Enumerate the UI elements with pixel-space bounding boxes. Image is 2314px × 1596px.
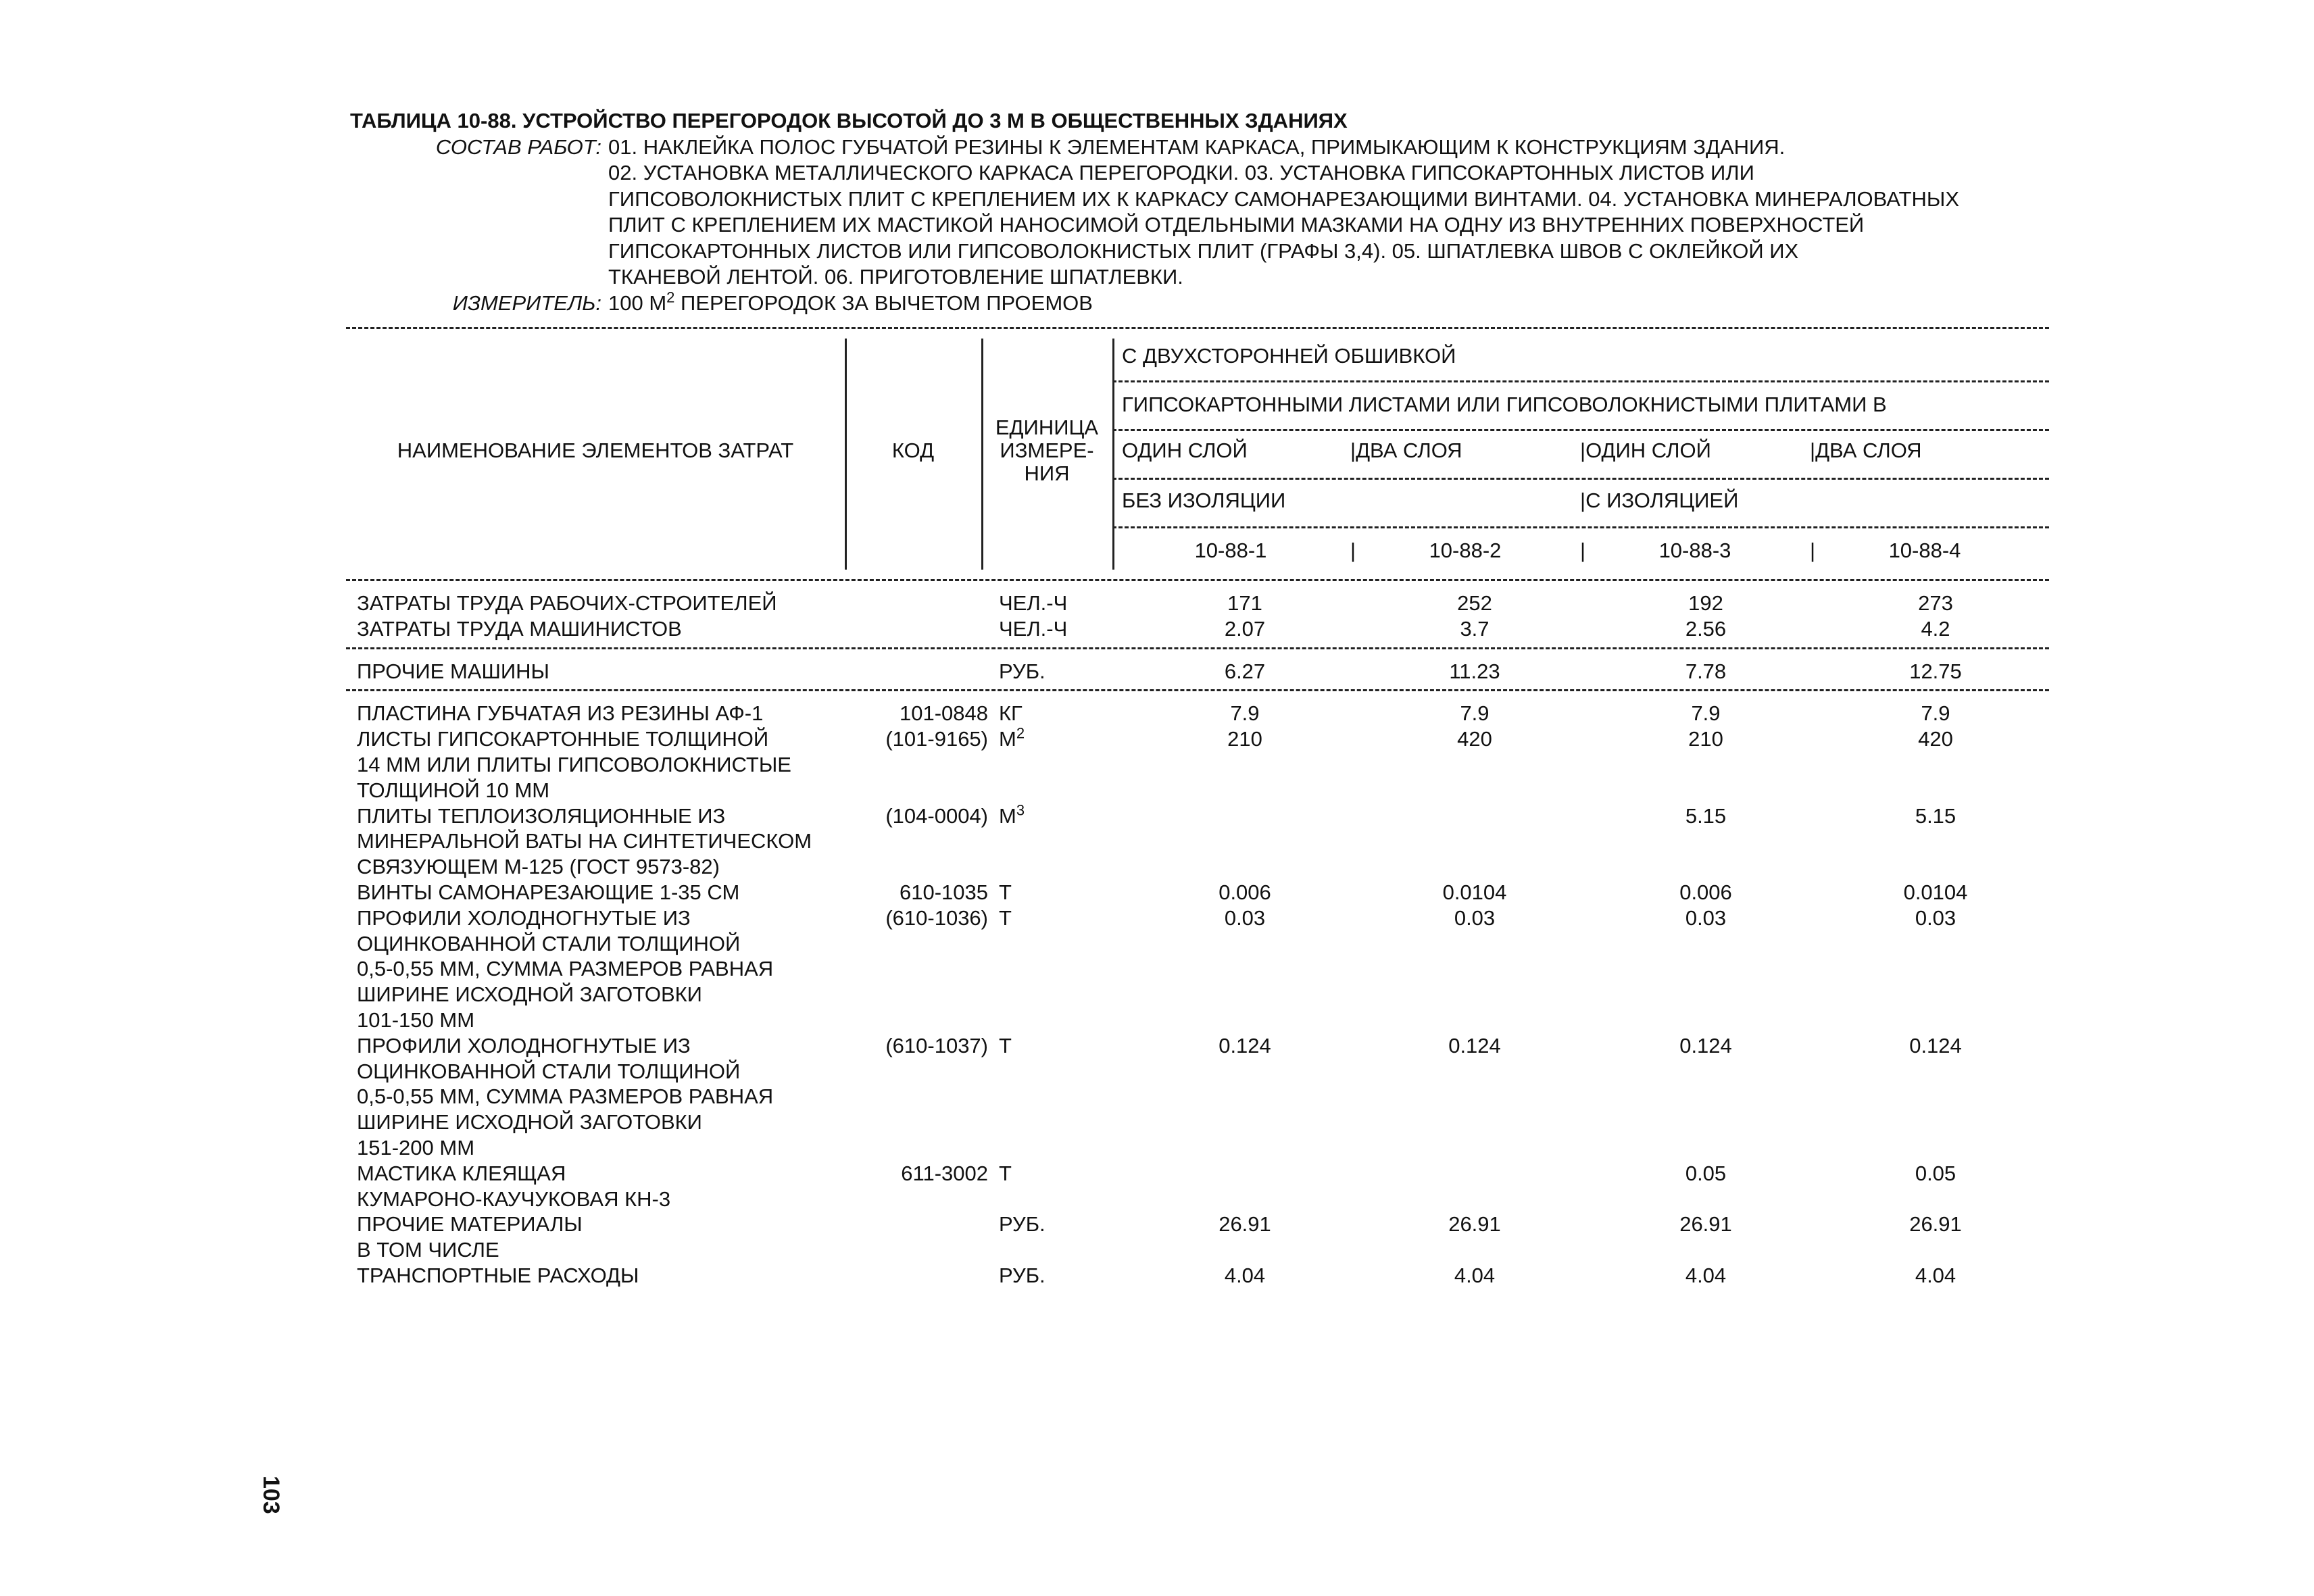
row-value-2: 0.0104 xyxy=(1442,880,1507,904)
row-value-3: 5.15 xyxy=(1685,803,1727,828)
column-divider xyxy=(1112,339,1114,570)
row-name: ТРАНСПОРТНЫЕ РАСХОДЫ xyxy=(357,1263,639,1287)
row-unit: ЧЕЛ.-Ч xyxy=(999,616,1068,641)
row-name: КУМАРОНО-КАУЧУКОВАЯ КН-3 xyxy=(357,1187,671,1211)
row-value-1: 6.27 xyxy=(1224,659,1266,683)
table-row xyxy=(346,854,2049,880)
header-name-column: НАИМЕНОВАНИЕ ЭЛЕМЕНТОВ ЗАТРАТ xyxy=(397,439,794,462)
row-unit: РУБ. xyxy=(999,659,1045,683)
table-row xyxy=(346,778,2049,803)
row-value-2: 420 xyxy=(1457,727,1492,751)
row-name: СВЯЗУЮЩЕМ М-125 (ГОСТ 9573-82) xyxy=(357,855,720,879)
table-row xyxy=(346,1007,2049,1033)
labor-section xyxy=(346,581,2049,647)
header-code-column: КОД xyxy=(891,439,935,462)
header-sheets: ГИПСОКАРТОННЫМИ ЛИСТАМИ ИЛИ ГИПСОВОЛОКНИСТЫМИ ПЛИТАМИ В xyxy=(1122,393,1887,416)
row-value-1: 0.03 xyxy=(1224,905,1266,930)
meter-line xyxy=(350,291,2080,317)
row-value-3: 0.006 xyxy=(1679,880,1732,904)
table-header-block xyxy=(350,108,2080,316)
table-row xyxy=(346,956,2049,982)
row-name: ЗАТРАТЫ ТРУДА МАШИНИСТОВ xyxy=(357,616,682,641)
header-code-10-88-4: 10-88-4 xyxy=(1888,539,1961,562)
row-code: 101-0848 xyxy=(899,701,988,726)
row-value-1: 0.124 xyxy=(1218,1033,1271,1057)
row-value-3: 7.9 xyxy=(1691,701,1721,726)
row-value-3: 210 xyxy=(1688,727,1723,751)
row-name: ШИРИНЕ ИСХОДНОЙ ЗАГОТОВКИ xyxy=(357,1110,702,1134)
row-code: (610-1036) xyxy=(885,905,988,930)
works-line-6: ТКАНЕВОЙ ЛЕНТОЙ. 06. ПРИГОТОВЛЕНИЕ ШПАТЛЕВКИ. xyxy=(608,265,1183,289)
row-value-1: 2.07 xyxy=(1224,616,1266,641)
row-value-3: 26.91 xyxy=(1679,1212,1732,1237)
header-no-insulation: БЕЗ ИЗОЛЯЦИИ xyxy=(1122,489,1286,512)
row-value-1: 7.9 xyxy=(1230,701,1260,726)
table-row xyxy=(346,701,2049,726)
row-value-2: 4.04 xyxy=(1454,1263,1496,1287)
row-unit: КГ xyxy=(999,701,1023,726)
page-number: 103 xyxy=(258,1476,284,1514)
works-line-1: СОСТАВ РАБОТ: 01. НАКЛЕЙКА ПОЛОС ГУБЧАТОЙ РЕЗИНЫ К ЭЛЕМЕНТАМ КАРКАСА, ПРИМЫКАЮЩИМ К КОНСТРУКЦИЯМ ЗДАНИЯ. xyxy=(350,134,2080,161)
table-row xyxy=(346,616,2049,642)
row-unit: Т xyxy=(999,1161,1012,1185)
row-unit: ЧЕЛ.-Ч xyxy=(999,591,1068,615)
row-value-2: 26.91 xyxy=(1448,1212,1501,1237)
row-value-4: 26.91 xyxy=(1909,1212,1962,1237)
row-value-4: 273 xyxy=(1918,591,1953,615)
row-name: 14 ММ ИЛИ ПЛИТЫ ГИПСОВОЛОКНИСТЫЕ xyxy=(357,752,791,776)
table-row xyxy=(346,1263,2049,1289)
cost-table xyxy=(346,327,2049,1294)
table-row xyxy=(346,931,2049,957)
table-row xyxy=(346,1135,2049,1161)
row-name: ШИРИНЕ ИСХОДНОЙ ЗАГОТОВКИ xyxy=(357,982,702,1007)
header-separator: | xyxy=(1350,539,1356,562)
row-value-2: 11.23 xyxy=(1449,659,1500,683)
row-name: В ТОМ ЧИСЛЕ xyxy=(357,1238,499,1262)
header-code-10-88-2: 10-88-2 xyxy=(1429,539,1502,562)
header-layer-1: ОДИН СЛОЙ xyxy=(1122,439,1248,462)
row-value-1: 0.006 xyxy=(1218,880,1271,904)
header-layer-4: |ДВА СЛОЯ xyxy=(1810,439,1922,462)
row-value-4: 0.03 xyxy=(1915,905,1956,930)
header-layer-3: |ОДИН СЛОЙ xyxy=(1580,439,1711,462)
row-value-4: 4.2 xyxy=(1921,616,1950,641)
header-separator: | xyxy=(1580,539,1586,562)
row-unit: Т xyxy=(999,1033,1012,1057)
row-code: 610-1035 xyxy=(899,880,988,904)
table-row xyxy=(346,982,2049,1007)
row-code: (610-1037) xyxy=(885,1033,988,1057)
table-row xyxy=(346,1033,2049,1059)
row-name: ОЦИНКОВАННОЙ СТАЛИ ТОЛЩИНОЙ xyxy=(357,931,741,955)
table-row xyxy=(346,803,2049,829)
row-unit: Т xyxy=(999,880,1012,904)
machines-section xyxy=(346,649,2049,690)
row-value-4: 0.124 xyxy=(1909,1033,1962,1057)
header-code-10-88-1: 10-88-1 xyxy=(1194,539,1267,562)
row-unit: $М^2$ xyxy=(999,724,1025,751)
header-code-10-88-3: 10-88-3 xyxy=(1658,539,1731,562)
table-row xyxy=(346,752,2049,778)
row-value-4: 420 xyxy=(1918,727,1953,751)
row-value-1: 4.04 xyxy=(1224,1263,1266,1287)
works-line-4: ПЛИТ С КРЕПЛЕНИЕМ ИХ МАСТИКОЙ НАНОСИМОЙ ОТДЕЛЬНЫМИ МАЗКАМИ НА ОДНУ ИЗ ВНУТРЕННИХ ПОВЕРХНОСТЕЙ xyxy=(608,213,1865,236)
row-unit: РУБ. xyxy=(999,1263,1045,1287)
table-row xyxy=(346,1059,2049,1084)
row-value-4: 7.9 xyxy=(1921,701,1950,726)
table-row xyxy=(346,1084,2049,1109)
row-value-1: 171 xyxy=(1227,591,1262,615)
row-name: ПРОЧИЕ МАШИНЫ xyxy=(357,659,549,683)
row-value-3: 0.03 xyxy=(1685,905,1727,930)
table-row xyxy=(346,905,2049,931)
row-value-3: 4.04 xyxy=(1685,1263,1727,1287)
row-value-2: 0.03 xyxy=(1454,905,1496,930)
works-line-2: 02. УСТАНОВКА МЕТАЛЛИЧЕСКОГО КАРКАСА ПЕРЕГОРОДКИ. 03. УСТАНОВКА ГИПСОКАРТОННЫХ ЛИСТОВ ИЛИ xyxy=(608,161,1754,184)
row-value-1: 210 xyxy=(1227,727,1262,751)
header-separator: | xyxy=(1810,539,1816,562)
row-value-3: 7.78 xyxy=(1685,659,1727,683)
header-rule xyxy=(1112,478,2049,480)
row-value-4: 4.04 xyxy=(1915,1263,1956,1287)
row-unit: Т xyxy=(999,905,1012,930)
header-rule xyxy=(1112,526,2049,528)
row-name: ОЦИНКОВАННОЙ СТАЛИ ТОЛЩИНОЙ xyxy=(357,1059,741,1083)
works-line-5: ГИПСОКАРТОННЫХ ЛИСТОВ ИЛИ ГИПСОВОЛОКНИСТЫХ ПЛИТ (ГРАФЫ 3,4). 05. ШПАТЛЕВКА ШВОВ С ОКЛЕЙКОЙ ИХ xyxy=(608,239,1799,263)
row-name: ВИНТЫ САМОНАРЕЗАЮЩИЕ 1-35 СМ xyxy=(357,880,740,904)
row-name: 0,5-0,55 ММ, СУММА РАЗМЕРОВ РАВНАЯ xyxy=(357,1084,774,1109)
meter-value: 100 $М^2$ ПЕРЕГОРОДОК ЗА ВЫЧЕТОМ ПРОЕМОВ xyxy=(608,289,1093,315)
table-column-header xyxy=(346,329,2049,579)
row-name: МИНЕРАЛЬНОЙ ВАТЫ НА СИНТЕТИЧЕСКОМ xyxy=(357,829,812,853)
table-row xyxy=(346,1212,2049,1237)
row-value-4: 12.75 xyxy=(1909,659,1962,683)
row-value-4: 5.15 xyxy=(1915,803,1956,828)
row-value-3: 0.05 xyxy=(1685,1161,1727,1185)
row-name: 0,5-0,55 ММ, СУММА РАЗМЕРОВ РАВНАЯ xyxy=(357,957,774,981)
table-row xyxy=(346,726,2049,752)
header-rule xyxy=(1112,380,2049,382)
row-code: 611-3002 xyxy=(901,1161,988,1185)
row-value-2: 0.124 xyxy=(1448,1033,1501,1057)
row-name: 151-200 ММ xyxy=(357,1135,475,1159)
header-rule xyxy=(1112,429,2049,431)
row-unit: РУБ. xyxy=(999,1212,1045,1237)
row-name: ПРОФИЛИ ХОЛОДНОГНУТЫЕ ИЗ xyxy=(357,1033,691,1057)
table-row xyxy=(346,1237,2049,1263)
row-name: ПРОФИЛИ ХОЛОДНОГНУТЫЕ ИЗ xyxy=(357,905,691,930)
header-unit-line-2: ИЗМЕРЕ- xyxy=(1000,439,1094,462)
row-value-4: 0.05 xyxy=(1915,1161,1956,1185)
table-row xyxy=(346,1109,2049,1135)
row-unit: $М^3$ xyxy=(999,801,1025,828)
table-row xyxy=(346,1161,2049,1187)
row-name: ЗАТРАТЫ ТРУДА РАБОЧИХ-СТРОИТЕЛЕЙ xyxy=(357,591,777,615)
works-label: СОСТАВ РАБОТ: xyxy=(435,134,601,159)
header-unit-line-3: НИЯ xyxy=(1024,462,1070,485)
row-name: МАСТИКА КЛЕЯЩАЯ xyxy=(357,1161,566,1185)
row-value-2: 3.7 xyxy=(1460,616,1490,641)
header-layer-2: |ДВА СЛОЯ xyxy=(1350,439,1462,462)
meter-label: ИЗМЕРИТЕЛЬ: xyxy=(452,291,601,315)
header-two-sided: С ДВУХСТОРОННЕЙ ОБШИВКОЙ xyxy=(1122,344,1456,368)
row-code: (101-9165) xyxy=(885,727,988,751)
row-value-4: 0.0104 xyxy=(1903,880,1968,904)
materials-section xyxy=(346,691,2049,1293)
row-name: ТОЛЩИНОЙ 10 ММ xyxy=(357,778,550,802)
table-row xyxy=(346,828,2049,854)
row-value-3: 192 xyxy=(1688,591,1723,615)
row-value-2: 7.9 xyxy=(1460,701,1490,726)
table-row xyxy=(346,880,2049,905)
row-name: ЛИСТЫ ГИПСОКАРТОННЫЕ ТОЛЩИНОЙ xyxy=(357,727,769,751)
row-value-1: 26.91 xyxy=(1218,1212,1271,1237)
row-value-3: 0.124 xyxy=(1679,1033,1732,1057)
row-code: (104-0004) xyxy=(885,803,988,828)
works-line-3: ГИПСОВОЛОКНИСТЫХ ПЛИТ С КРЕПЛЕНИЕМ ИХ К КАРКАСУ САМОНАРЕЗАЮЩИМИ ВИНТАМИ. 04. УСТАНОВКА МИНЕРАЛОВАТНЫХ xyxy=(608,186,1960,211)
table-row xyxy=(346,591,2049,616)
row-name: 101-150 ММ xyxy=(357,1007,475,1032)
table-title: ТАБЛИЦА 10-88. УСТРОЙСТВО ПЕРЕГОРОДОК ВЫСОТОЙ ДО 3 М В ОБЩЕСТВЕННЫХ ЗДАНИЯХ xyxy=(350,109,1348,132)
row-name: ПРОЧИЕ МАТЕРИАЛЫ xyxy=(357,1212,583,1237)
table-row xyxy=(346,659,2049,684)
row-value-3: 2.56 xyxy=(1685,616,1727,641)
row-value-2: 252 xyxy=(1457,591,1492,615)
header-with-insulation: |С ИЗОЛЯЦИЕЙ xyxy=(1580,489,1739,512)
header-unit-line-1: ЕДИНИЦА xyxy=(995,416,1099,439)
row-name: ПЛАСТИНА ГУБЧАТАЯ ИЗ РЕЗИНЫ АФ-1 xyxy=(357,701,764,726)
table-row xyxy=(346,1187,2049,1212)
row-name: ПЛИТЫ ТЕПЛОИЗОЛЯЦИОННЫЕ ИЗ xyxy=(357,803,726,828)
